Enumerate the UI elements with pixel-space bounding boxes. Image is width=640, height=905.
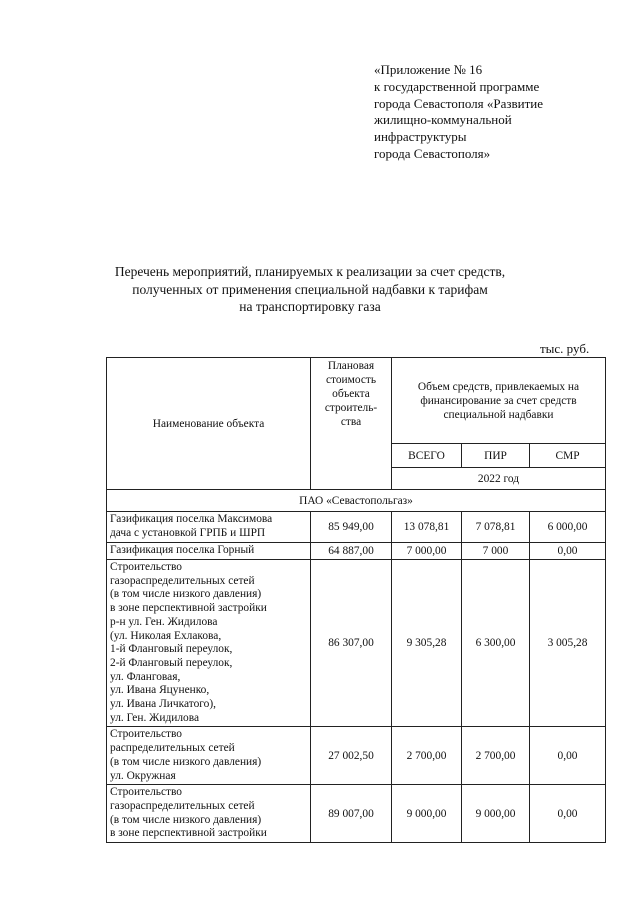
header-line: стоимость [325,374,377,386]
header-planned-cost [311,358,392,490]
name-line: (ул. Николая Ехлакова, [110,629,222,642]
header-line: финансирование за счет средств [420,394,577,407]
name-line: ул. Ивана Личкатого), [110,698,217,711]
object-name [107,560,311,727]
table-row [107,560,606,727]
measures-table [106,357,606,843]
table-row [107,785,606,843]
header-line: строитель- [324,402,378,414]
appendix-line: инфраструктуры [374,129,467,145]
name-line: ул. Окружная [110,769,176,782]
header-line: Плановая [327,360,375,372]
appendix-line: жилищно-коммунальной [374,112,512,128]
header-line: специальной надбавки [443,408,554,421]
table-organization-row [107,490,606,512]
header-pir: ПИР [462,444,530,468]
name-line: (в том числе низкого давления) [110,588,262,601]
table-row [107,512,606,543]
appendix-header [374,62,624,163]
name-line: Газификация поселка Горный [110,544,255,557]
object-name [107,727,311,785]
header-name: Наименование объекта [107,358,311,490]
units-label: тыс. руб. [540,341,590,356]
name-line: дача с установкой ГРПБ и ШРП [110,527,266,539]
name-line: Газификация поселка Максимова [110,513,273,526]
name-line: (в том числе низкого давления) [110,813,262,826]
name-line: Строительство [110,561,182,573]
planned-cost: 64 887,00 [311,543,392,560]
header-total: ВСЕГО [392,444,462,468]
object-name [107,512,311,543]
planned-cost: 86 307,00 [311,560,392,727]
name-line: ул. Ген. Жидилова [110,711,199,724]
smr-value: 0,00 [530,543,606,560]
header-year: 2022 год [392,468,606,490]
pir-value: 7 078,81 [462,512,530,543]
header-funding [392,358,606,444]
planned-cost: 85 949,00 [311,512,392,543]
name-line: р-н ул. Ген. Жидилова [110,615,218,628]
appendix-line: к государственной программе [374,78,540,94]
name-line: (в том числе низкого давления) [110,755,262,768]
table-row [107,727,606,785]
appendix-line: города Севастополя «Развитие [374,95,544,111]
name-line: в зоне перспективной застройки [110,827,267,840]
name-line: газораспределительных сетей [110,574,255,587]
table-header-row [107,358,606,444]
header-line: ства [340,416,362,428]
header-smr: СМР [530,444,606,468]
smr-value: 0,00 [530,785,606,843]
object-name [107,785,311,843]
total-value: 13 078,81 [392,512,462,543]
pir-value: 6 300,00 [462,560,530,727]
pir-value: 7 000 [462,543,530,560]
name-line: 1-й Фланговый переулок, [110,643,233,656]
name-line: ул. Фланговая, [110,670,181,683]
name-line: газораспределительных сетей [110,799,255,812]
pir-value: 2 700,00 [462,727,530,785]
total-value: 9 000,00 [392,785,462,843]
name-line: в зоне перспективной застройки [110,602,267,615]
organization-name: ПАО «Севастопольгаз» [107,490,606,512]
name-line: распределительных сетей [110,742,235,755]
planned-cost: 89 007,00 [311,785,392,843]
smr-value: 0,00 [530,727,606,785]
title-line: на транспортировку газа [239,299,381,314]
table-row [107,543,606,560]
title-line: полученных от применения специальной надбавки к тарифам [132,281,488,297]
smr-value: 3 005,28 [530,560,606,727]
name-line: 2-й Фланговый переулок, [110,656,233,669]
total-value: 2 700,00 [392,727,462,785]
pir-value: 9 000,00 [462,785,530,843]
header-line: объекта [332,388,370,400]
total-value: 9 305,28 [392,560,462,727]
name-line: ул. Ивана Яцуненко, [110,684,210,697]
planned-cost: 27 002,50 [311,727,392,785]
document-title [100,263,520,316]
name-line: Строительство [110,786,182,799]
header-line: Объем средств, привлекаемых на [417,380,580,393]
title-line: Перечень мероприятий, планируемых к реализации за счет средств, [114,264,506,279]
object-name [107,543,311,560]
appendix-line: «Приложение № 16 [374,62,483,77]
appendix-line: города Севастополя» [374,145,491,161]
total-value: 7 000,00 [392,543,462,560]
smr-value: 6 000,00 [530,512,606,543]
name-line: Строительство [110,728,182,741]
